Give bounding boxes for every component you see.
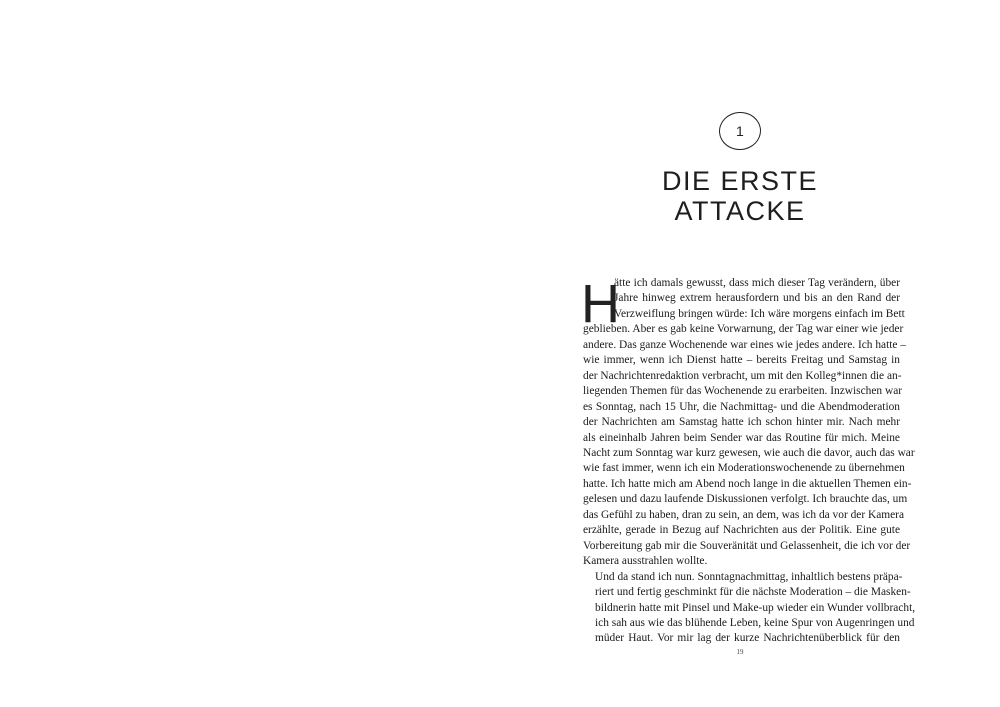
text-line: Kamera ausstrahlen wollte. — [583, 555, 708, 568]
text-line: geblieben. Aber es gab keine Vorwarnung, der Tag war einer wie jeder — [583, 323, 904, 336]
text-line: wie fast immer, wenn ich ein Moderationswochenende zu übernehmen — [583, 462, 905, 475]
text-line: hatte. Ich hatte mich am Abend noch lange in die aktuellen Themen ein- — [583, 477, 912, 490]
text-line: gelesen und dazu laufende Diskussionen verfolgt. Ich brauchte das, um — [583, 493, 908, 506]
chapter-title — [600, 166, 880, 226]
text-line: Und da stand ich nun. Sonntagnachmittag, inhaltlich bestens präpa- — [595, 570, 903, 583]
paragraph-1 — [583, 276, 915, 570]
text-line: riert und fertig geschminkt für die nächste Moderation – die Masken- — [595, 586, 911, 599]
page-number: 19 — [736, 648, 744, 656]
chapter-number-circle — [718, 111, 763, 152]
text-line: es Sonntag, nach 15 Uhr, die Nachmittag- und die Abendmoderation — [583, 400, 900, 413]
text-line: Nacht zum Sonntag war kurz gewesen, wie auch die davor, auch das war — [583, 446, 915, 459]
text-line: erzählte, gerade in Bezug auf Nachrichten aus der Politik. Eine gute — [583, 524, 900, 537]
drop-cap-letter: H — [581, 274, 620, 334]
chapter-title-line-2: ATTACKE — [674, 196, 806, 226]
text-line: ätte ich damals gewusst, dass mich dieser Tag verändern, über — [614, 277, 900, 289]
chapter-title-line-1: DIE ERSTE — [661, 166, 819, 196]
paragraph-2 — [583, 570, 916, 647]
chapter-number: 1 — [736, 123, 744, 140]
text-line: als eineinhalb Jahren beim Sender war das Routine für mich. Meine — [583, 431, 900, 444]
text-line: müder Haut. Vor mir lag der kurze Nachrichtenüberblick für den — [595, 632, 900, 645]
text-line: der Nachrichtenredaktion verbracht, um mit den Kolleg*innen die an- — [583, 369, 902, 382]
chapter-body-text — [581, 274, 916, 647]
right-page — [500, 0, 1000, 707]
text-line: bildnerin hatte mit Pinsel und Make-up wieder ein Wunder vollbracht, — [595, 601, 916, 614]
text-line: Vorbereitung gab mir die Souveränität und Gelassenheit, die ich vor der — [583, 539, 911, 552]
text-line: wie immer, wenn ich Dienst hatte – bereits Freitag und Samstag in — [583, 354, 900, 367]
text-line: das Gefühl zu haben, dran zu sein, an dem, was ich da vor der Kamera — [583, 508, 905, 521]
text-line: andere. Das ganze Wochenende war eines wie jedes andere. Ich hatte – — [583, 338, 907, 351]
text-line: der Nachrichten am Samstag hatte ich schon hinter mir. Nach mehr — [583, 416, 900, 429]
text-line: ich sah aus wie das blühende Leben, keine Spur von Augenringen und — [595, 616, 915, 629]
text-line: Jahre hinweg extrem herausfordern und bis an den Rand der — [614, 292, 900, 305]
text-line: Verzweiflung bringen würde: Ich wäre morgens einfach im Bett — [614, 307, 905, 320]
text-line: liegenden Themen für das Wochenende zu erarbeiten. Inzwischen war — [583, 385, 903, 398]
